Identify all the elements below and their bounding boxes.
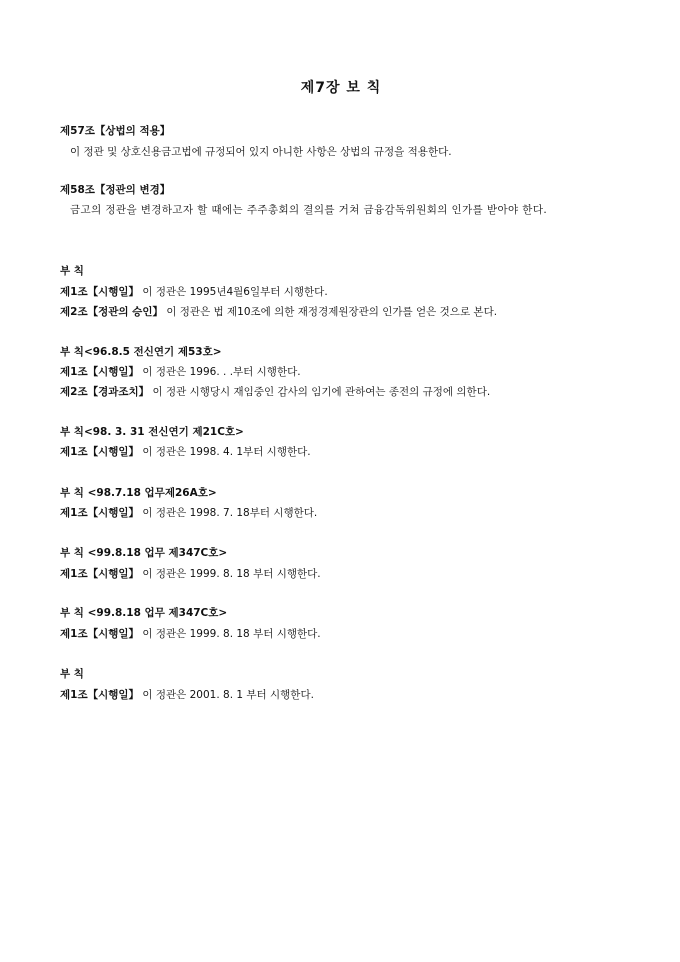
supplement-article [60,627,321,641]
article-text: 이 정관은 1999. 8. 18 부터 시행한다. [142,628,321,640]
supplement-heading: 부 칙 <99.8.18 업무 제347C호> [60,547,228,559]
article-57-heading: 제57조【상법의 적용】 [60,125,171,137]
article-heading: 제1조【시행일】 [60,568,140,580]
article-heading: 제1조【시행일】 [60,507,140,519]
article-text: 이 정관은 1996. . .부터 시행한다. [142,366,301,378]
supplement-article [60,567,321,581]
article-text: 이 정관은 1998. 7. 18부터 시행한다. [142,507,318,519]
supplement-heading: 부 칙<98. 3. 31 전신연기 제21C호> [60,426,244,438]
supplement-heading: 부 칙 [60,265,84,277]
supplement-heading: 부 칙 [60,668,84,680]
article-heading: 제1조【시행일】 [60,286,140,298]
supplement-heading: 부 칙<96.8.5 전신연기 제53호> [60,346,222,358]
supplement-article [60,385,490,399]
article-heading: 제2조【정관의 승인】 [60,306,163,318]
supplement-article [60,305,497,319]
supplement-article [60,445,311,459]
supplement-article [60,285,328,299]
article-text: 이 정관은 법 제10조에 의한 재정경제원장관의 인가를 얻은 것으로 본다. [166,306,498,318]
article-text: 이 정관 시행당시 재임중인 감사의 임기에 관하여는 종전의 규정에 의한다. [152,386,491,398]
article-text: 이 정관은 1998. 4. 1부터 시행한다. [142,446,311,458]
article-heading: 제1조【시행일】 [60,446,140,458]
article-heading: 제1조【시행일】 [60,689,140,701]
supplement-article [60,506,317,520]
supplement-article [60,365,301,379]
article-heading: 제1조【시행일】 [60,366,140,378]
article-58-text: 금고의 정관을 변경하고자 할 때에는 주주총회의 결의를 거쳐 금융감독위원회의 인가를 받아야 한다. [70,204,548,216]
article-heading: 제2조【경과조치】 [60,386,150,398]
article-57-text: 이 정관 및 상호신용금고법에 규정되어 있지 아니한 사항은 상법의 규정을 적용한다. [70,146,452,158]
supplement-heading: 부 칙 <99.8.18 업무 제347C호> [60,607,228,619]
article-heading: 제1조【시행일】 [60,628,140,640]
article-text: 이 정관은 2001. 8. 1 부터 시행한다. [142,689,314,701]
article-58-heading: 제58조【정관의 변경】 [60,184,171,196]
chapter-title: 제7장 보 칙 [300,80,382,96]
supplement-article [60,688,314,702]
article-text: 이 정관은 1995년4월6일부터 시행한다. [142,286,328,298]
supplement-heading: 부 칙 <98.7.18 업무제26A호> [60,487,217,499]
article-text: 이 정관은 1999. 8. 18 부터 시행한다. [142,568,321,580]
